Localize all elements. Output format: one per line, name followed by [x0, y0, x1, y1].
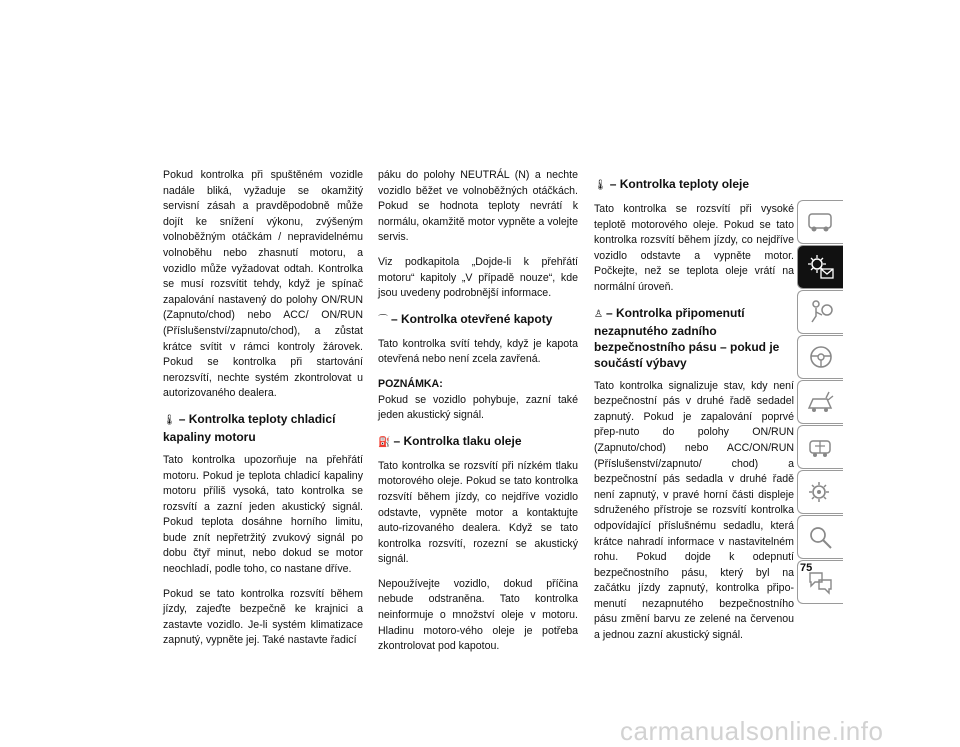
oil-can-icon: ⛽: [378, 436, 391, 448]
paragraph: Tato kontrolka svítí tehdy, když je kapota otevřená nebo není zcela zavřená.: [378, 337, 578, 366]
watermark: carmanualsonline.info: [620, 716, 884, 746]
oil-pressure-heading: ⛽ – Kontrolka tlaku oleje: [378, 433, 522, 448]
steering-wheel-tab[interactable]: [797, 335, 843, 379]
coolant-temperature-icon: 🌡: [163, 414, 176, 426]
note-title: POZNÁMKA:: [378, 377, 443, 390]
hood-open-icon: ⌒: [378, 314, 388, 326]
search-icon: [805, 523, 837, 551]
paragraph: Tato kontrolka se rozsvítí při vysoké teplotě motorového oleje. Pokud se tato kontrolka rozsvítí během jízdy, co nejdříve vozidlo odstavte a vypněte motor. Počkejte, než se teplota oleje vrátí na normální úroveň.: [594, 203, 794, 293]
paragraph: Tato kontrolka signalizuje stav, kdy není bezpečnostní pás v druhé řadě sedadel zapnutý. Pokud je zapalování poprvé přep-nuto do polohy ON/RUN (Zapnuto/chod) nebo ACC/ON/RUN (Příslušenství/zapnuto/ chod) a bezpečnostní pás sedadla v druhé řadě není zapnutý, v pravé horní části displeje sdruženého přístroje se rozsvítí kontrolka odpovídající příslušnému sedadlu, která krátce nahradí informace v nastavitelném rohu. Pokud dojde k odepnutí bezpečnostního pásu, který byl na začátku jízdy zapnutý, kontrolka připo-menutí nezapnutého bezpečnostního pásu změní barvu ze zelené na červenou a jednou zazní akustický signál.: [594, 379, 794, 642]
airbag-tab[interactable]: [797, 290, 843, 334]
search-tab[interactable]: [797, 515, 843, 559]
coolant-heading: 🌡 – Kontrolka teploty chladicí kapaliny motoru: [163, 411, 336, 444]
emergency-tab[interactable]: [797, 380, 843, 424]
paragraph: Nepoužívejte vozidlo, dokud příčina nebude odstraněna. Tato kontrolka neinformuje o množství oleje v motoru. Hladinu motoro-vého oleje je potřeba zkontrolovat pod kapotou.: [378, 577, 578, 653]
column-2: [378, 168, 578, 664]
car-service-icon: [805, 433, 837, 461]
gear-icon: [805, 478, 837, 506]
column-1: [163, 168, 363, 658]
column-3: [594, 172, 794, 653]
page-number: 75: [800, 562, 813, 574]
technical-tab[interactable]: [797, 470, 843, 514]
note-text: Pokud se vozidlo pohybuje, zazní také jeden akustický signál.: [378, 393, 578, 422]
hood-heading: ⌒ – Kontrolka otevřené kapoty: [378, 311, 553, 326]
note: [378, 377, 578, 424]
oil-temperature-icon: 🌡: [594, 180, 607, 191]
paragraph: Tato kontrolka upozorňuje na přehřátí motoru. Pokud je teplota chladicí kapaliny motoru příliš vysoká, tato kontrolka se rozsvítí a zazní jeden akustický signál. Pokud teplota dosáhne horního limitu, bude znít nepřetržitý zvukový signál po dobu čtyř minut, nebo dokud se motor neochladí, podle toho, co nastane dříve.: [163, 453, 363, 576]
chapter-tabs: [797, 200, 845, 605]
oil-temp-heading: 🌡 – Kontrolka teploty oleje: [594, 177, 750, 191]
paragraph: Tato kontrolka se rozsvítí při nízkém tlaku motorového oleje. Pokud se tato kontrolka rozsvítí během jízdy, co nejdříve vozidlo odstavte, vypněte motor a kontaktujte auto-rizovaného dealera. Když se tato kontrolka rozsvítí, rozezní se akustický signál.: [378, 459, 578, 566]
steering-wheel-icon: [805, 343, 837, 371]
warning-light-icon: [805, 253, 837, 281]
service-tab[interactable]: [797, 425, 843, 469]
seatbelt-reminder-icon: ♙: [594, 308, 603, 320]
airbag-icon: [805, 298, 837, 326]
paragraph: Pokud se tato kontrolka rozsvítí během jízdy, zajeďte bezpečně ke krajnici a zastavte vozidlo. Je-li systém klimatizace zapnutý, vypněte jej. Také nastavte řadicí: [163, 587, 363, 647]
car-info-icon: [805, 208, 837, 236]
car-crash-icon: [805, 388, 837, 416]
paragraph: Pokud kontrolka při spuštěném vozidle nadále bliká, vyžaduje se okamžitý servisní zásah a pravděpodobně může dojít ke snížení výkonu, zvýšeným volnoběžným otáčkám / nepravidelnému volnoběhu nebo zhasnutí motoru, a vozidlo může vyžadovat odtah. Kontrolka se musí rozsvítit tehdy, když je spínač zapalování nastavený do polohy ON/RUN (Zapnuto/chod) nebo ACC/ ON/RUN (Příslušenství/zapnuto/chod), a zůstat krátce svítit v rámci kontroly žárovek. Pokud se kontrolka při startování nerozsvítí, nechte systém zkontrolovat u autorizovaného dealera.: [163, 169, 363, 400]
vehicle-tab[interactable]: [797, 200, 843, 244]
warning-lights-tab[interactable]: [797, 245, 843, 289]
paragraph: páku do polohy NEUTRÁL (N) a nechte vozidlo běžet ve volnoběžných otáčkách. Pokud se hodnota teploty nevrátí k normálu, okamžitě motor vypněte a volejte servis.: [378, 169, 578, 244]
seatbelt-heading: ♙ – Kontrolka připomenutí nezapnutého zadního bezpečnostního pásu – pokud je součástí výbavy: [594, 305, 780, 370]
paragraph: Viz podkapitola „Dojde-li k přehřátí motoru“ kapitoly „V případě nouze“, kde jsou uvedeny podrobnější informace.: [378, 255, 578, 300]
